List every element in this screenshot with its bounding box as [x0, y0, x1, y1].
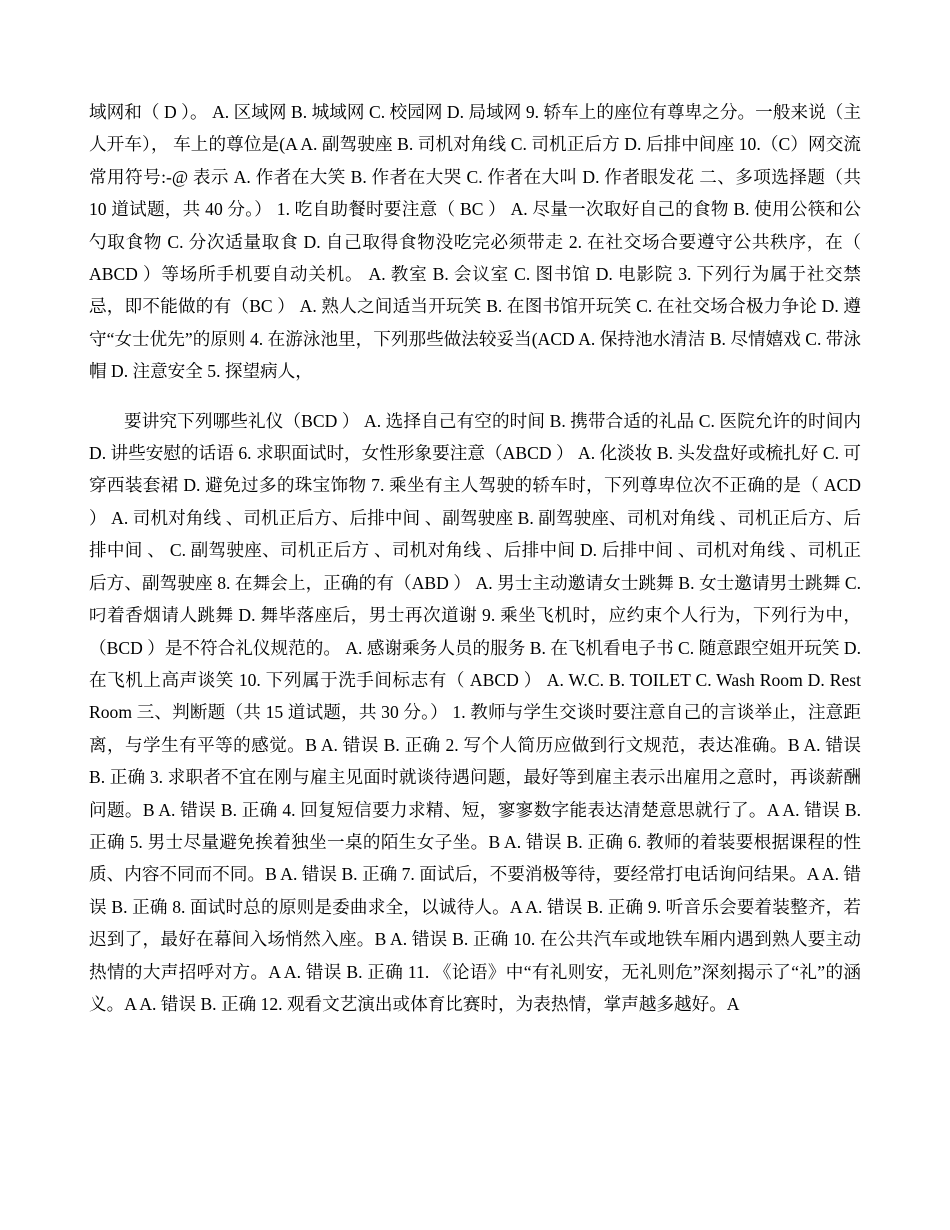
paragraph: 要讲究下列哪些礼仪（BCD ） A. 选择自己有空的时间 B. 携带合适的礼品 C. 医院允许的时间内 D. 讲些安慰的话语 6. 求职面试时，女性形象要注意（ABCD ） A. 化淡妆 B. 头发盘好或梳扎好 C. 可穿西装套裙 D. 避免过多的珠宝饰物 7. 乘坐有主人驾驶的轿车时，下列尊卑位次不正确的是（ ACD ） A. 司机对角线 、司机正后方、后排中间 、副驾驶座 B. 副驾驶座、司机对角线 、司机正后方、后排中间 、 C. 副驾驶座、司机正后方 、司机对角线 、后排中间 D. 后排中间 、司机对角线 、司机正后方、副驾驶座 8. 在舞会上，正确的有（ABD ） A. 男士主动邀请女士跳舞 B. 女士邀请男士跳舞 C. 叼着香烟请人跳舞 D. 舞毕落座后，男士再次道谢 9. 乘坐飞机时，应约束个人行为，下列行为中，（BCD ）是不符合礼仪规范的。 A. 感谢乘务人员的服务 B. 在飞机看电子书 C. 随意跟空姐开玩笑 D. 在飞机上高声谈笑 10. 下列属于洗手间标志有（ ABCD ） A. W.C. B. TOILET C. Wash Room D. Rest Room 三、判断题（共 15 道试题，共 30 分。） 1. 教师与学生交谈时要注意自己的言谈举止，注意距离，与学生有平等的感觉。B A. 错误 B. 正确 2. 写个人简历应做到行文规范，表达准确。B A. 错误 B. 正确 3. 求职者不宜在刚与雇主见面时就谈待遇问题，最好等到雇主表示出雇用之意时，再谈薪酬问题。B A. 错误 B. 正确 4. 回复短信要力求精、短，寥寥数字能表达清楚意思就行了。A A. 错误 B. 正确 5. 男士尽量避免挨着独坐一桌的陌生女子坐。B A. 错误 B. 正确 6. 教师的着装要根据课程的性质、内容不同而不同。B A. 错误 B. 正确 7. 面试后，不要消极等待，要经常打电话询问结果。A A. 错误 B. 正确 8. 面试时总的原则是委曲求全，以诚待人。A A. 错误 B. 正确 9. 听音乐会要着装整齐，若迟到了，最好在幕间入场悄然入座。B A. 错误 B. 正确 10. 在公共汽车或地铁车厢内遇到熟人要主动热情的大声招呼对方。A A. 错误 B. 正确 11. 《论语》中“有礼则安，无礼则危”深刻揭示了“礼”的涵义。A A. 错误 B. 正确 12. 观看文艺演出或体育比赛时，为表热情，掌声越多越好。A — [89, 410, 861, 1014]
paragraph: 域网和（ D ）。 A. 区域网 B. 城域网 C. 校园网 D. 局域网 9. 轿车上的座位有尊卑之分。一般来说（主人开车）， 车上的尊位是(A A. 副驾驶座 B. 司机对角线 C. 司机正后方 D. 后排中间座 10.（C）网交流常用符号:-@ 表示 A. 作者在大笑 B. 作者在大哭 C. 作者在大叫 D. 作者眼发花 二、多项选择题（共 10 道试题，共 40 分。） 1. 吃自助餐时要注意（ BC ） A. 尽量一次取好自己的食物 B. 使用公筷和公勺取食物 C. 分次适量取食 D. 自己取得食物没吃完必须带走 2. 在社交场合要遵守公共秩序，在（ ABCD ）等场所手机要自动关机。 A. 教室 B. 会议室 C. 图书馆 D. 电影院 3. 下列行为属于社交禁忌，即不能做的有（BC ） A. 熟人之间适当开玩笑 B. 在图书馆开玩笑 C. 在社交场合极力争论 D. 遵守“女士优先”的原则 4. 在游泳池里，下列那些做法较妥当(ACD A. 保持池水清洁 B. 尽情嬉戏 C. 带泳帽 D. 注意安全 5. 探望病人， — [89, 102, 861, 382]
document-body — [89, 96, 861, 1020]
